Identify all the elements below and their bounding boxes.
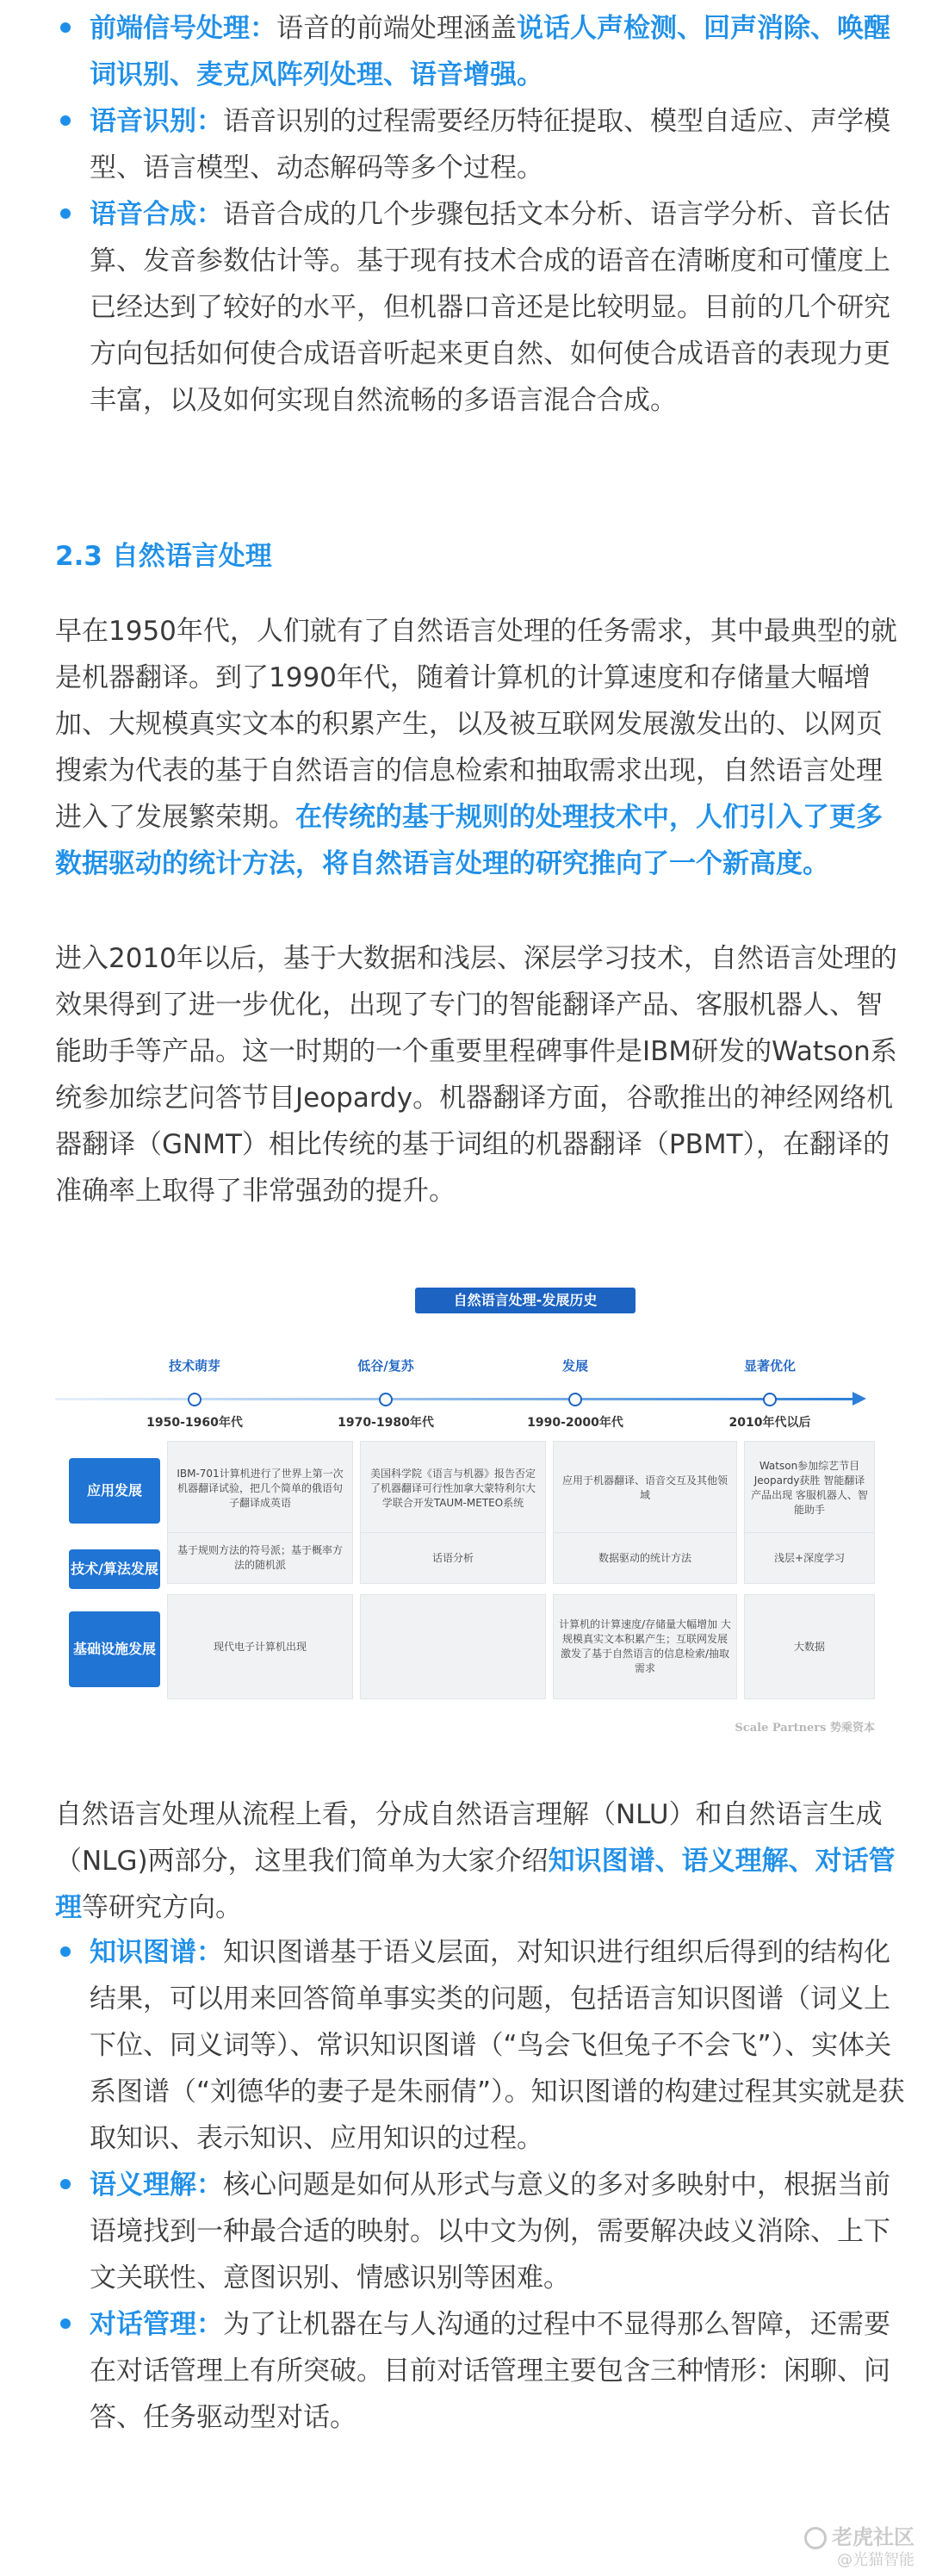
bullet-item	[55, 191, 912, 424]
era-years: 1990-2000年代	[527, 1416, 623, 1430]
section-heading: 2.3 自然语言处理	[55, 541, 272, 572]
era-name: 低谷/复苏	[357, 1358, 414, 1374]
body-text: 核心问题是如何从形式与意义的多对多映射中，根据当前语境找到一种最合适的映射。以中文为例，需要解决歧义消除、上下文关联性、意图识别、情感识别等困难。	[90, 2169, 890, 2294]
timeline-line	[55, 1398, 858, 1400]
table-cell: 应用于机器翻译、语音交互及其他领域	[553, 1441, 737, 1536]
body-text: 语音的前端处理涵盖	[276, 13, 517, 44]
era-dot-icon	[188, 1393, 202, 1406]
era-dot-icon	[568, 1393, 582, 1406]
table-cell: 浅层+深度学习	[744, 1532, 875, 1584]
bullet-item	[55, 1929, 912, 2162]
figure-credit: Scale Partners 势乘资本	[735, 1722, 875, 1735]
nlp-history-figure	[55, 1288, 875, 1735]
highlight-text: 知识图谱、语义理解、对话管理	[55, 1846, 896, 1923]
bullet-lead: 对话管理：	[90, 2309, 223, 2340]
table-cell	[360, 1594, 546, 1699]
row-header: 技术/算法发展	[69, 1549, 160, 1589]
table-cell: 美国科学院《语言与机器》报告否定了机器翻译可行性加拿大蒙特利尔大学联合开发TAUM-METEO系统	[360, 1441, 546, 1536]
bullet-item	[55, 2301, 912, 2441]
body-text: 语音合成的几个步骤包括文本分析、语言学分析、音长估算、发音参数估计等。基于现有技术合成的语音在清晰度和可懂度上已经达到了较好的水平，但机器口音还是比较明显。目前的几个研究方向包括如何使合成语音听起来更自然、如何使合成语音的表现力更丰富，以及如何实现自然流畅的多语言混合合成。	[90, 199, 890, 416]
watermark-handle: @光猫智能	[837, 2551, 914, 2569]
table-cell: IBM-701计算机进行了世界上第一次机器翻译试验，把几个简单的俄语句子翻译成英语	[167, 1441, 353, 1536]
highlight-text: 在传统的基于规则的处理技术中，人们引入了更多数据驱动的统计方法，将自然语言处理的研究推向了一个新高度。	[55, 802, 883, 879]
bullet-item	[55, 2162, 912, 2301]
table-cell: 大数据	[744, 1594, 875, 1699]
era-years: 2010年代以后	[728, 1416, 811, 1430]
watermark-text: 老虎社区	[832, 2525, 914, 2549]
speech-tech-bullet-list	[55, 5, 912, 424]
bullet-lead: 语音识别：	[90, 106, 223, 137]
table-cell: 现代电子计算机出现	[167, 1594, 353, 1699]
table-cell: 话语分析	[360, 1532, 546, 1584]
era-name: 发展	[561, 1358, 588, 1374]
era-name: 技术萌芽	[168, 1358, 220, 1374]
body-text: 早在1950年代，人们就有了自然语言处理的任务需求，其中最典型的就是机器翻译。到了1990年代，随着计算机的计算速度和存储量大幅增加、大规模真实文本的积累产生，以及被互联网发展激发出的、以网页搜索为代表的基于自然语言的信息检索和抽取需求出现，自然语言处理进入了发展繁荣期。	[55, 616, 897, 833]
paragraph-nlu-nlg	[55, 1791, 908, 1931]
bullet-lead: 语音合成：	[90, 199, 223, 230]
table-cell: 数据驱动的统计方法	[553, 1532, 737, 1584]
body-text: 自然语言处理从流程上看，分成自然语言理解（NLU）和自然语言生成（NLG)两部分，这里我们简单为大家介绍	[55, 1799, 883, 1877]
bullet-lead: 语义理解：	[90, 2169, 223, 2200]
watermark	[804, 2520, 914, 2550]
paragraph-2010s: 进入2010年以后，基于大数据和浅层、深层学习技术，自然语言处理的效果得到了进一步优化，出现了专门的智能翻译产品、客服机器人、智能助手等产品。这一时期的一个重要里程碑事件是IBM研发的Watson系统参加综艺问答节目Jeopardy。机器翻译方面，谷歌推出的神经网络机器翻译（GNMT）相比传统的基于词组的机器翻译（PBMT），在翻译的准确率上取得了非常强劲的提升。	[55, 943, 897, 1207]
era-dot-icon	[379, 1393, 393, 1406]
era-dot-icon	[763, 1393, 777, 1406]
row-header: 基础设施发展	[69, 1611, 160, 1687]
paragraph-nlp-history	[55, 608, 908, 887]
nlp-direction-bullet-list	[55, 1929, 912, 2441]
body-text: 语音识别的过程需要经历特征提取、模型自适应、声学模型、语言模型、动态解码等多个过程。	[90, 106, 890, 183]
bullet-lead: 前端信号处理：	[90, 13, 276, 44]
bullet-lead: 知识图谱：	[90, 1937, 223, 1968]
table-cell: 基于规则方法的符号派；基于概率方法的随机派	[167, 1532, 353, 1584]
body-text: 知识图谱基于语义层面，对知识进行组织后得到的结构化结果，可以用来回答简单事实类的问题，包括语言知识图谱（词义上下位、同义词等）、常识知识图谱（“鸟会飞但兔子不会飞”）、实体关系图谱（“刘德华的妻子是朱丽倩”）。知识图谱的构建过程其实就是获取知识、表示知识、应用知识的过程。	[90, 1937, 905, 2154]
bullet-item	[55, 5, 912, 98]
era-years: 1970-1980年代	[338, 1416, 434, 1430]
figure-title: 自然语言处理-发展历史	[415, 1288, 636, 1313]
body-text: 为了让机器在与人沟通的过程中不显得那么智障，还需要在对话管理上有所突破。目前对话管理主要包含三种情形：闲聊、问答、任务驱动型对话。	[90, 2309, 890, 2433]
table-cell: 计算机的计算速度/存储量大幅增加 大规模真实文本积累产生；互联网发展激发了基于自然语言的信息检索/抽取需求	[553, 1594, 737, 1699]
era-years: 1950-1960年代	[146, 1416, 243, 1430]
table-cell: Watson参加综艺节目Jeopardy获胜 智能翻译产品出现 客服机器人、智能助手	[744, 1441, 875, 1536]
highlight-text: 说话人声检测、回声消除、唤醒词识别、麦克风阵列处理、语音增强。	[90, 13, 890, 90]
watermark-logo-icon	[804, 2527, 827, 2549]
body-text: 等研究方向。	[82, 1892, 242, 1923]
timeline-arrow-icon	[852, 1392, 866, 1406]
row-header: 应用发展	[69, 1458, 160, 1524]
era-name: 显著优化	[743, 1358, 796, 1374]
bullet-item	[55, 98, 912, 191]
